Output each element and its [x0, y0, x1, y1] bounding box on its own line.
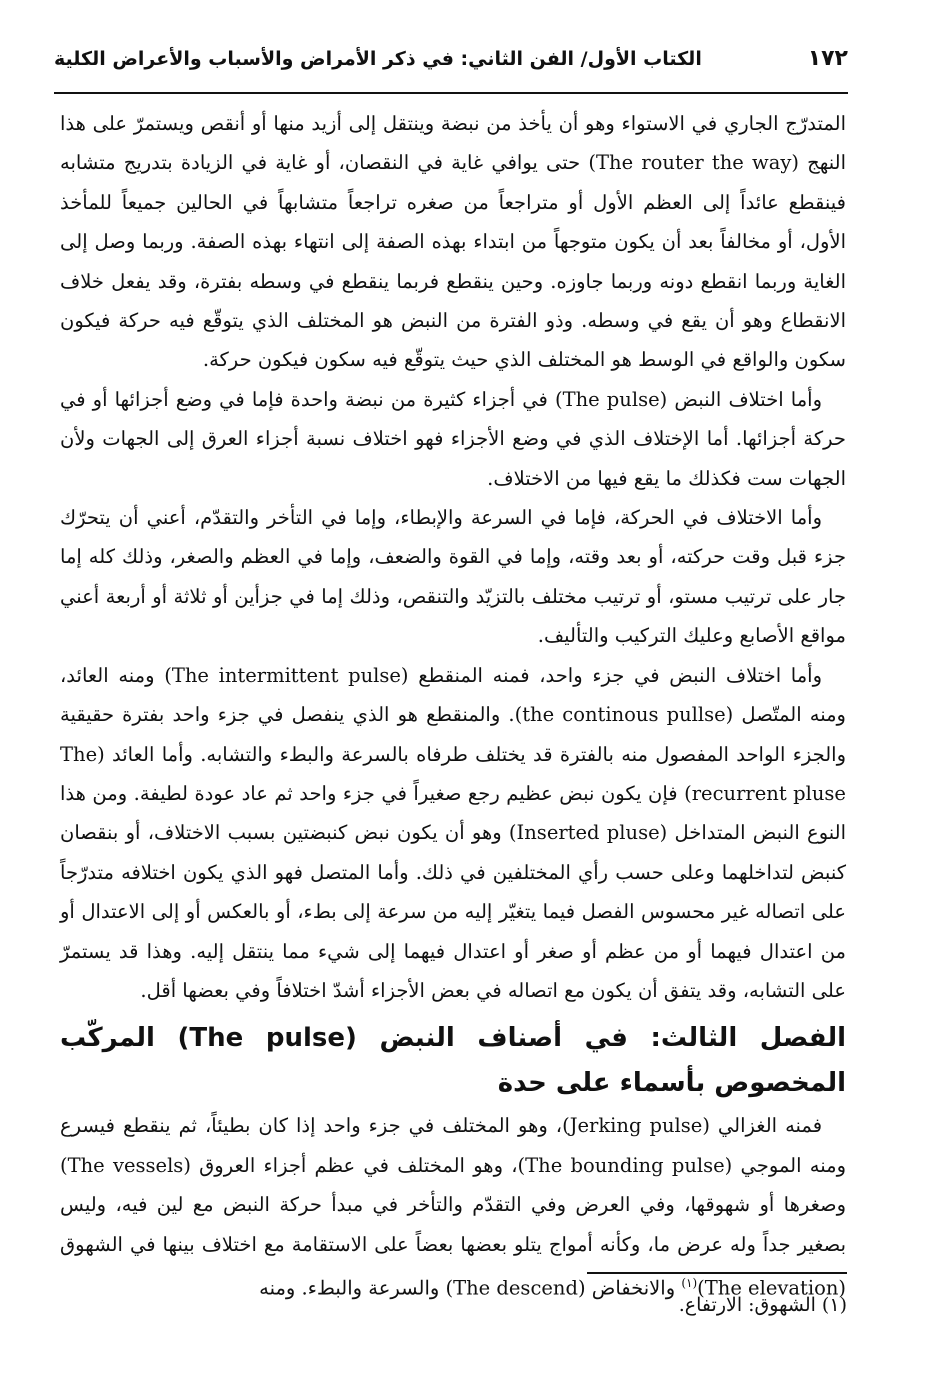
paragraph: وأما اختلاف النبض (The pulse) في أجزاء كثيرة من نبضة واحدة فإما في وضع أجزائها أو في حركة أجزائها. أما الإختلاف الذي في وضع الأجزاء فهو اختلاف نسبة أجزاء العرق إلى الجهات ولأن الجهات ست فكذلك ما يقع فيها من الاختلاف.: [60, 387, 846, 490]
header-divider: [54, 92, 848, 94]
paragraph: وأما الاختلاف في الحركة، فإما في السرعة والإبطاء، وإما في التأخر والتقدّم، أعني أن يتحرّك جزء قبل وقت حركته، أو بعد وقته، وإما في القوة والضعف، وإما في العظم والصغر، وذلك كله إما جار على ترتيب مستو، أو ترتيب مختلف بالتزيّد والتنقص، وذلك إما في جزأين أو ثلاثة أو أربعة أعني مواقع الأصابع وعليك التركيب والتأليف.: [60, 506, 846, 648]
paragraph: [60, 1106, 846, 1308]
paragraph-text: فمنه الغزالي (Jerking pulse)، وهو المختلف في جزء واحد إذا كان بطيئاً، ثم ينقطع فيسرع ومنه الموجي (The bounding pulse)، وهو المختلف في عظم أجزاء العروق (The vessels) وصغرها أو شهوقها، وفي العرض وفي التقدّم والتأخر في مبدأ حركة النبض مع لين فيه، وليس بصغير جداً وله عرض ما، وكأنه أمواج يتلو بعضها بعضاً على الاستقامة مع اختلاف بينها في الشهوق (The elevation): [60, 1114, 846, 1300]
page-header: [54, 42, 848, 82]
running-title: الكتاب الأول/ الفن الثاني: في ذكر الأمراض والأسباب والأعراض الكلية: [54, 48, 702, 70]
page-number: ١٧٢: [807, 46, 848, 71]
paragraph: المتدرّج الجاري في الاستواء وهو أن يأخذ من نبضة وينتقل إلى أزيد منها أو أنقص ويستمرّ على هذا النهج (The router the way) حتى يوافي غاية في النقصان، أو غاية في الزيادة بتدريج متشابه فينقطع عائداً إلى العظم الأول أو متراجعاً من صغره تراجعاً متشابهاً في الحالين جميعاً للمأخذ الأول، أو مخالفاً بعد أن يكون متوجهاً من ابتداء بهذه الصفة إلى انتهاء بهذه الصفة. وربما وصل إلى الغاية وربما انقطع دونه وربما جاوزه. وحين ينقطع فربما ينقطع في وسطه بفترة، وقد يفعل خلاف الانقطاع وهو أن يقع في وسطه. وذو الفترة من النبض هو المختلف الذي يتوقّع فيه حركة فيكون سكون والواقع في الوسط هو المختلف الذي حيث يتوقّع فيه سكون فيكون حركة.: [60, 112, 846, 372]
footnote-divider: [587, 1272, 847, 1274]
footnote-reference[interactable]: (١): [681, 1275, 698, 1290]
paragraph: وأما اختلاف النبض في جزء واحد، فمنه المنقطع (The intermittent pulse) ومنه العائد، ومنه المتّصل (the continous pullse). والمنقطع هو الذي ينفصل في جزء واحد بفترة حقيقية والجزء الواحد المفصول منه بالفترة قد يختلف طرفاه بالسرعة والبطء والتشابه. وأما العائد (The recurrent pluse) فإن يكون نبض عظيم رجع صغيراً في جزء واحد ثم عاد عودة لطيفة. ومن هذا النوع النبض المتداخل (Inserted pluse) وهو أن يكون نبض كنبضتين بسبب الاختلاف، أو بنقصان كنبض لتداخلهما وعلى حسب رأي المختلفين في ذلك. وأما المتصل فهو الذي يكون اختلافه متدرّجاً على اتصاله غير محسوس الفصل فيما يتغيّر إليه من سرعة إلى بطء، أو بالعكس أو إلى الاعتدال أو من اعتدال فيهما أو من عظم أو صغر أو اعتدال فيهما إلى شيء مما ينتقل إليه. وهذا قد يستمرّ على التشابه، وقد يتفق أن يكون مع اتصاله في بعض الأجزاء أشدّ اختلافاً وفي بعضها أقل.: [60, 663, 847, 1002]
section-heading: الفصل الثالث: في أصناف النبض (The pulse) المركّب المخصوص بأسماء على حدة: [60, 1023, 847, 1099]
paragraph-text: والانخفاض (The descend) والسرعة والبطء. ومنه: [259, 1276, 682, 1300]
footnote: (١) الشهوق: الارتفاع.: [678, 1294, 847, 1316]
main-text: [60, 104, 846, 1308]
